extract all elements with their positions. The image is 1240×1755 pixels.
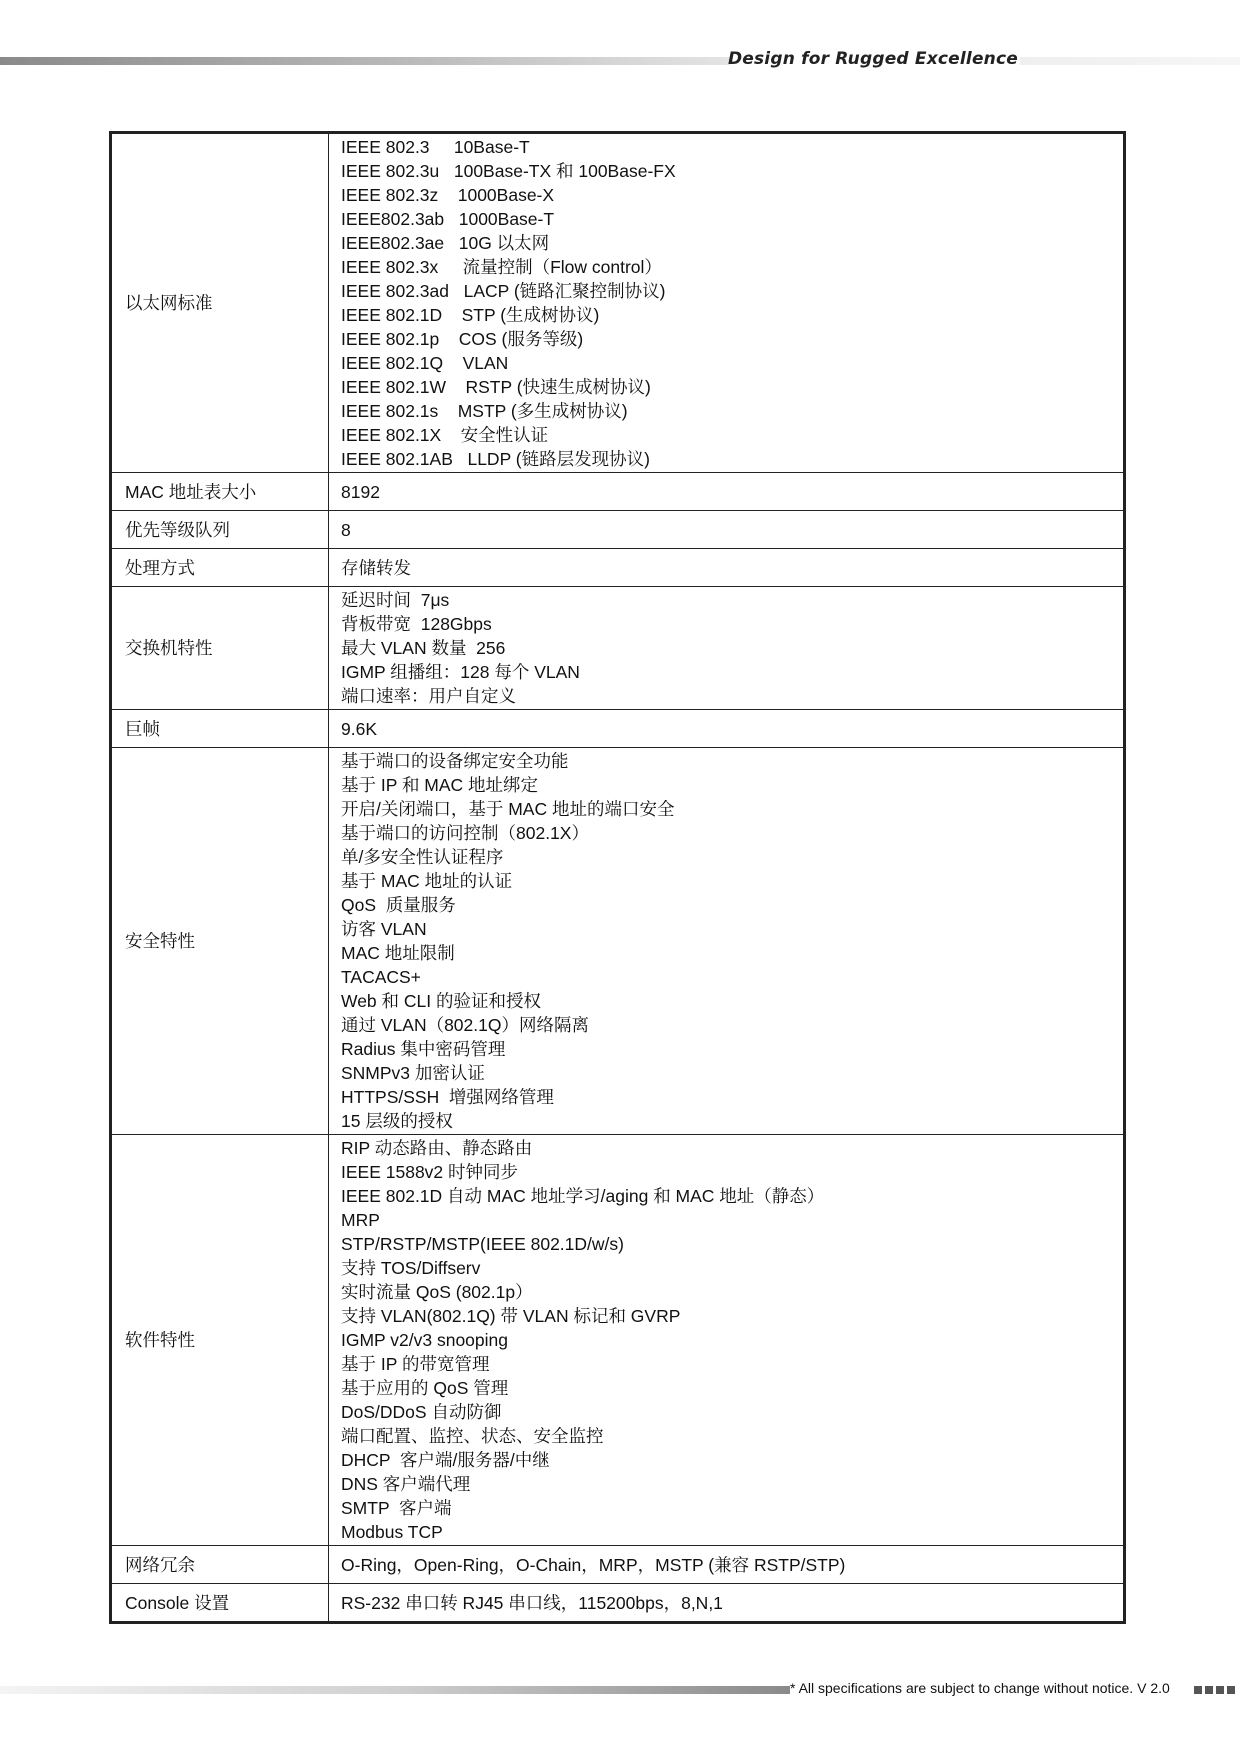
spec-value-line: 访客 VLAN [341,919,427,939]
spec-label: 交换机特性 [111,587,329,710]
spec-value-line: Web 和 CLI 的验证和授权 [341,991,541,1011]
spec-value-line: 支持 TOS/Diffserv [341,1258,481,1278]
spec-value-line: IGMP 组播组：128 每个 VLAN [341,662,580,682]
spec-value-line: IEEE 1588v2 时钟同步 [341,1162,519,1182]
spec-value-line: IEEE 802.3ad LACP (链路汇聚控制协议) [341,281,666,301]
spec-label: Console 设置 [111,1584,329,1623]
spec-row [111,473,1125,511]
spec-value [329,1135,1125,1546]
spec-value-line: 单/多安全性认证程序 [341,847,504,867]
spec-value-line: SMTP 客户端 [341,1498,452,1518]
spec-value-line: IEEE 802.1AB LLDP (链路层发现协议) [341,449,650,469]
spec-value [329,473,1125,511]
header-title: Design for Rugged Excellence [727,49,1018,69]
spec-value-line: Radius 集中密码管理 [341,1039,506,1059]
spec-value-line: IEEE 802.1p COS (服务等级) [341,329,584,349]
spec-value-line: IEEE 802.1D STP (生成树协议) [341,305,600,325]
spec-value [329,511,1125,549]
spec-row [111,748,1125,1135]
spec-value [329,549,1125,587]
spec-value-line: DHCP 客户端/服务器/中继 [341,1450,550,1470]
spec-value-line: IEEE 802.1W RSTP (快速生成树协议) [341,377,651,397]
spec-value-line: IEEE 802.3 10Base-T [341,137,530,157]
spec-value-line: SNMPv3 加密认证 [341,1063,485,1083]
header-band [0,57,1240,65]
spec-value-line: IEEE 802.1X 安全性认证 [341,425,549,445]
spec-value-line: 15 层级的授权 [341,1111,453,1131]
footer-note: * All specifications are subject to change without notice. V 2.0 [790,1680,1170,1696]
spec-value [329,587,1125,710]
spec-value-line: Modbus TCP [341,1522,443,1542]
spec-value-line: 端口配置、监控、状态、安全监控 [341,1426,604,1446]
spec-value-line: QoS 质量服务 [341,895,456,915]
spec-value [329,710,1125,748]
spec-value-line: 8192 [341,481,380,502]
spec-value-line: 背板带宽 128Gbps [341,614,492,634]
spec-value-line: 基于 IP 的带宽管理 [341,1354,490,1374]
spec-value-line: IEEE 802.1Q VLAN [341,353,509,373]
spec-value-line: 基于 IP 和 MAC 地址绑定 [341,775,539,795]
spec-row [111,587,1125,710]
spec-value-line: DoS/DDoS 自动防御 [341,1402,502,1422]
spec-value-line: 实时流量 QoS (802.1p） [341,1282,533,1302]
spec-value-line: 基于应用的 QoS 管理 [341,1378,509,1398]
spec-value-line: 支持 VLAN(802.1Q) 带 VLAN 标记和 GVRP [341,1306,681,1326]
spec-value [329,133,1125,473]
spec-value-line: 9.6K [341,718,377,739]
spec-value-line: IEEE802.3ab 1000Base-T [341,209,555,229]
spec-value-line: 通过 VLAN（802.1Q）网络隔离 [341,1015,589,1035]
spec-value-line: IEEE 802.3u 100Base-TX 和 100Base-FX [341,161,676,181]
spec-value [329,748,1125,1135]
spec-value-line: STP/RSTP/MSTP(IEEE 802.1D/w/s) [341,1234,624,1254]
spec-row [111,133,1125,473]
spec-value-line: IGMP v2/v3 snooping [341,1330,508,1350]
spec-value-line: 基于 MAC 地址的认证 [341,871,513,891]
spec-label: 以太网标准 [111,133,329,473]
spec-row [111,511,1125,549]
spec-row [111,1135,1125,1546]
spec-label: 网络冗余 [111,1546,329,1584]
spec-value-line: MAC 地址限制 [341,943,455,963]
spec-value-line: 最大 VLAN 数量 256 [341,638,506,658]
spec-label: 处理方式 [111,549,329,587]
spec-value-line: 存储转发 [341,557,411,578]
spec-value-line: 端口速率：用户自定义 [341,686,516,706]
spec-value-line: IEEE 802.1D 自动 MAC 地址学习/aging 和 MAC 地址（静态） [341,1186,825,1206]
spec-value-line: MRP [341,1210,380,1230]
spec-value-line: 基于端口的设备绑定安全功能 [341,751,569,771]
spec-value-line: HTTPS/SSH 增强网络管理 [341,1087,554,1107]
spec-row [111,710,1125,748]
spec-value-line: TACACS+ [341,967,421,987]
spec-value-line: IEEE 802.3z 1000Base-X [341,185,555,205]
spec-table [109,131,1126,1624]
spec-value-line: DNS 客户端代理 [341,1474,471,1494]
spec-value-line: 延迟时间 7μs [341,590,450,610]
footer-band [0,1686,790,1694]
spec-label: 软件特性 [111,1135,329,1546]
spec-value-line: IEEE 802.3x 流量控制（Flow control） [341,257,662,277]
spec-value-line: 基于端口的访问控制（802.1X） [341,823,589,843]
spec-value-line: IEEE 802.1s MSTP (多生成树协议) [341,401,628,421]
spec-label: 优先等级队列 [111,511,329,549]
spec-value-line: RS-232 串口转 RJ45 串口线，115200bps，8,N,1 [341,1592,723,1613]
spec-value-line: 8 [341,519,351,540]
spec-value-line: 开启/关闭端口，基于 MAC 地址的端口安全 [341,799,675,819]
spec-row [111,1584,1125,1623]
spec-label: MAC 地址表大小 [111,473,329,511]
spec-value-line: O-Ring，Open-Ring，O-Chain，MRP，MSTP (兼容 RSTP/STP) [341,1554,846,1575]
spec-row [111,549,1125,587]
spec-value [329,1546,1125,1584]
spec-label: 安全特性 [111,748,329,1135]
spec-value [329,1584,1125,1623]
spec-value-line: RIP 动态路由、静态路由 [341,1138,533,1158]
spec-row [111,1546,1125,1584]
footer-squares [1194,1686,1235,1694]
spec-value-line: IEEE802.3ae 10G 以太网 [341,233,550,253]
spec-label: 巨帧 [111,710,329,748]
